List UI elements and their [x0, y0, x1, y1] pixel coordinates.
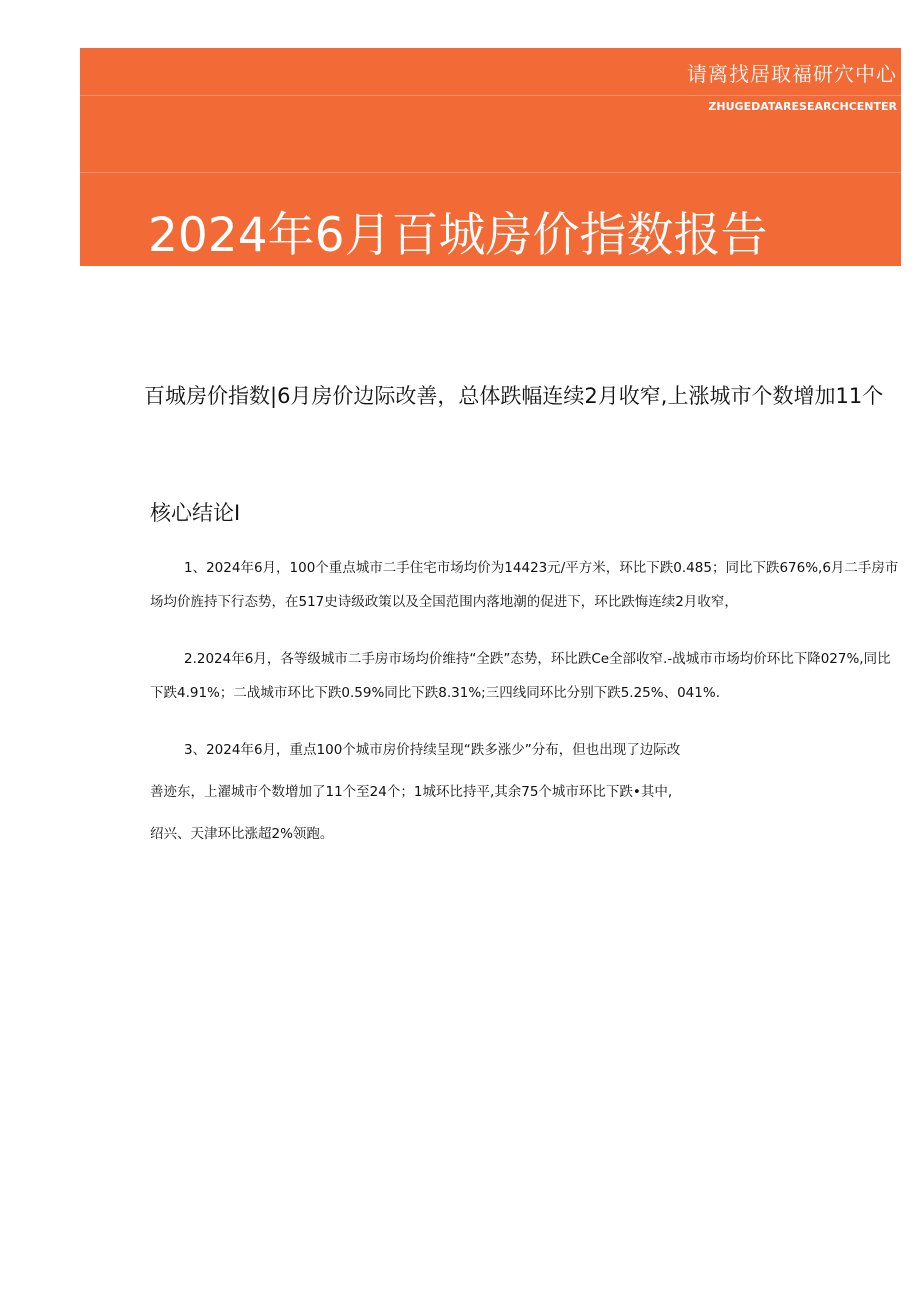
conclusion-paragraph-3-line-2: 善迹东，上濯城市个数增加了11个至24个；1城环比持平,其余75个城市环比下跌•其中,	[150, 784, 673, 800]
conclusion-paragraph-2	[150, 642, 902, 710]
banner-divider	[80, 95, 901, 96]
conclusion-paragraph-3-line-3: 绍兴、天津环比涨超2%领跑。	[150, 826, 334, 842]
report-banner	[80, 48, 901, 266]
conclusion-paragraph-1	[150, 551, 902, 619]
report-title: 2024年6月百城房价指数报告	[148, 208, 768, 263]
conclusion-paragraph-3-line-1: 3、2024年6月，重点100个城市房价持续呈现“跌多涨少”分布，但也出现了边际改	[184, 742, 681, 758]
paragraph-text: 1、2024年6月，100个重点城市二手住宅市场均价为14423元/平方米，环比下跌0.485；同比下跌676%,6月二手房市场均价旌持下行态势，在517史诗级政策以及全国范围内落地潮的促进下，环比跌悔连续2月收窄，	[150, 560, 899, 610]
banner-divider	[80, 172, 901, 173]
headline: 百城房价指数|6月房价边际改善，总体跌幅连续2月收窄,上涨城市个数增加11个	[144, 384, 884, 408]
section-title: 核心结论I	[150, 501, 241, 525]
org-name: 请离找居取福研穴中心	[687, 62, 897, 86]
paragraph-text: 2.2024年6月，各等级城市二手房市场均价维持“全跌”态势，环比跌Ce全部收窄.-战城市市场均价环比下降027%,同比下跌4.91%；二战城市环比下跌0.59%同比下跌8.31%;三四线同环比分别下跌5.25%、041%.	[150, 651, 891, 701]
org-name-en: ZHUGEDATARESEARCHCENTER	[708, 100, 897, 113]
